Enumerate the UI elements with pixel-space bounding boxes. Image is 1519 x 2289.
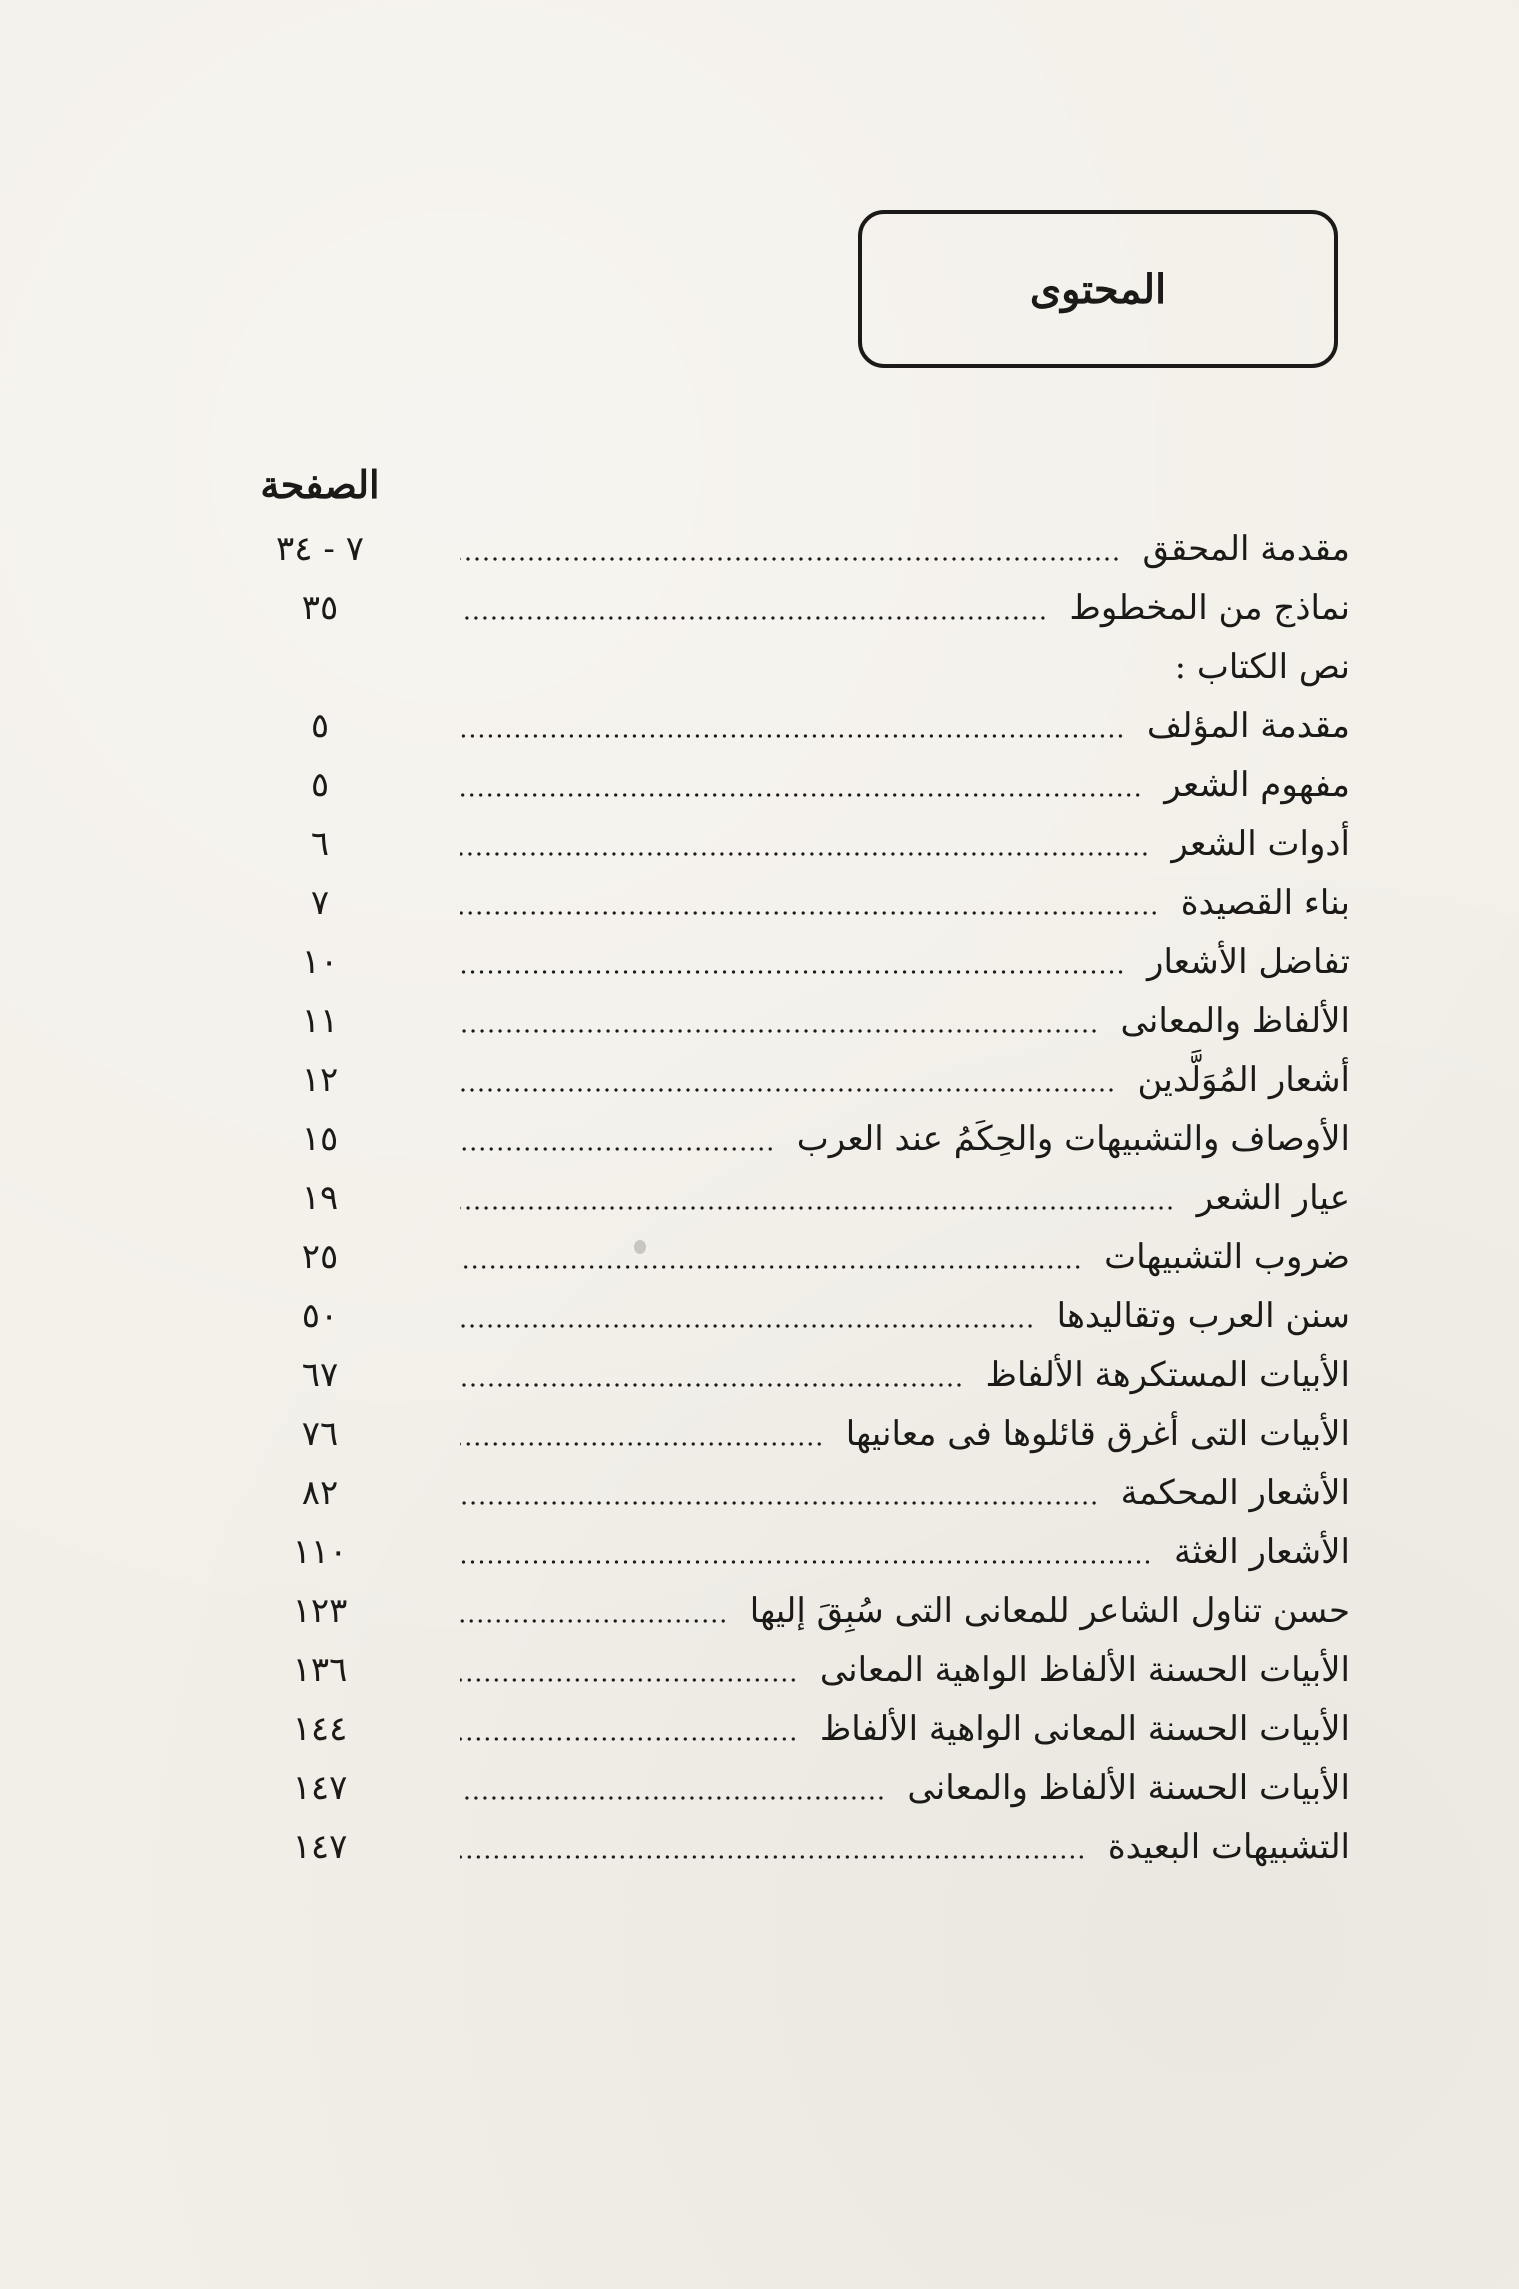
toc-entry-label: التشبيهات البعيدة (1107, 1827, 1350, 1867)
toc-entry (250, 1287, 1350, 1345)
toc-entry (250, 992, 1350, 1050)
page-title: المحتوى (1029, 265, 1167, 313)
toc-entry-label: أدوات الشعر (1171, 824, 1350, 864)
leader-dots (460, 1262, 1082, 1272)
toc-entry (250, 756, 1350, 814)
toc-page-number: ١٥ (301, 1119, 339, 1159)
toc-entry (250, 933, 1350, 991)
toc-entry (250, 520, 1350, 578)
toc-page-number: ١٢٣ (292, 1591, 348, 1631)
toc-page-number: ٥٠ (301, 1296, 339, 1336)
leader-dots (460, 1793, 885, 1803)
toc-page-number: ١٢ (301, 1060, 339, 1100)
toc-entry-label: الأبيات الحسنة المعانى الواهية الألفاظ (819, 1709, 1350, 1749)
toc-entry (250, 1582, 1350, 1640)
leader-dots (460, 1852, 1086, 1862)
toc-page-number: ٦٧ (301, 1355, 339, 1395)
toc-page-number: ١١٠ (292, 1532, 348, 1572)
toc-entry-label: تفاضل الأشعار (1147, 942, 1350, 982)
toc-entry (250, 1110, 1350, 1168)
toc-entry-label: الأبيات الحسنة الألفاظ والمعانى (907, 1768, 1350, 1808)
toc-entry (250, 1700, 1350, 1758)
toc-entry-label: أشعار المُوَلَّدين (1137, 1060, 1350, 1100)
toc-entry-label: ضروب التشبيهات (1104, 1237, 1350, 1277)
leader-dots (460, 1026, 1099, 1036)
paper-speck (634, 1240, 646, 1254)
toc-entry-label: الألفاظ والمعانى (1120, 1001, 1350, 1041)
toc-page-number: ١١ (301, 1001, 339, 1041)
toc-entry-label: الأشعار المحكمة (1120, 1473, 1350, 1513)
toc-entry-label: نماذج من المخطوط (1069, 588, 1350, 628)
toc-entry (250, 1641, 1350, 1699)
leader-dots (460, 1498, 1099, 1508)
leader-dots (460, 1439, 824, 1449)
toc-page-number: ٥ (310, 765, 330, 805)
toc-page-number: ١٤٧ (292, 1827, 348, 1867)
toc-entry-label: الأوصاف والتشبيهات والحِكَمُ عند العرب (796, 1119, 1350, 1159)
toc-entry-label: مقدمة المحقق (1142, 529, 1350, 569)
toc-section-label: نص الكتاب : (1174, 647, 1350, 687)
toc-page-number: ٧ - ٣٤ (276, 529, 364, 569)
title-box (858, 210, 1338, 368)
toc-entry-label: عيار الشعر (1196, 1178, 1350, 1218)
toc-page-number: ٧٦ (301, 1414, 339, 1454)
toc-entry (250, 697, 1350, 755)
toc-entry (250, 638, 1350, 696)
leader-dots (460, 731, 1125, 741)
toc-entry-label: سنن العرب وتقاليدها (1056, 1296, 1350, 1336)
leader-dots (460, 1616, 728, 1626)
toc-page-number: ١٩ (301, 1178, 339, 1218)
toc-entry-label: بناء القصيدة (1180, 883, 1350, 923)
toc-entry-label: الأشعار الغثة (1173, 1532, 1350, 1572)
toc-page-number: ٦ (310, 824, 330, 864)
table-of-contents (250, 520, 1350, 1867)
toc-page-number: ١٣٦ (292, 1650, 348, 1690)
leader-dots (460, 613, 1047, 623)
toc-entry (250, 1759, 1350, 1817)
toc-page-number: ٨٢ (301, 1473, 339, 1513)
toc-entry (250, 1228, 1350, 1286)
leader-dots (460, 1321, 1035, 1331)
toc-entry-label: الأبيات المستكرهة الألفاظ (985, 1355, 1350, 1395)
toc-entry-label: حسن تناول الشاعر للمعانى التى سُبِقَ إليها (749, 1591, 1350, 1631)
toc-entry (250, 874, 1350, 932)
toc-entry (250, 1405, 1350, 1463)
toc-entry-label: مقدمة المؤلف (1146, 706, 1350, 746)
toc-page-number: ١٠ (301, 942, 339, 982)
toc-entry (250, 1464, 1350, 1522)
leader-dots (460, 908, 1159, 918)
leader-dots (460, 790, 1142, 800)
leader-dots (460, 1085, 1116, 1095)
leader-dots (460, 1380, 964, 1390)
leader-dots (460, 849, 1149, 859)
toc-page-number: ٣٥ (301, 588, 339, 628)
toc-entry (250, 1051, 1350, 1109)
toc-entry-label: الأبيات التى أغرق قائلوها فى معانيها (845, 1414, 1350, 1454)
leader-dots (460, 1675, 798, 1685)
leader-dots (460, 967, 1125, 977)
toc-entry (250, 1346, 1350, 1404)
toc-entry (250, 1818, 1350, 1876)
leader-dots (460, 1557, 1152, 1567)
toc-page-number: ١٤٧ (292, 1768, 348, 1808)
leader-dots (460, 554, 1121, 564)
toc-entry-label: الأبيات الحسنة الألفاظ الواهية المعانى (819, 1650, 1350, 1690)
toc-entry-label: مفهوم الشعر (1164, 765, 1350, 805)
toc-page-number: ٢٥ (301, 1237, 339, 1277)
toc-entry (250, 579, 1350, 637)
toc-page-number: ٥ (310, 706, 330, 746)
leader-dots (460, 1203, 1175, 1213)
toc-entry (250, 1523, 1350, 1581)
toc-entry (250, 815, 1350, 873)
toc-entry (250, 1169, 1350, 1227)
toc-page-number: ٧ (310, 883, 330, 923)
toc-page-number: ١٤٤ (292, 1709, 348, 1749)
leader-dots (460, 1144, 775, 1154)
page-column-header: الصفحة (260, 462, 380, 507)
leader-dots (460, 1734, 798, 1744)
